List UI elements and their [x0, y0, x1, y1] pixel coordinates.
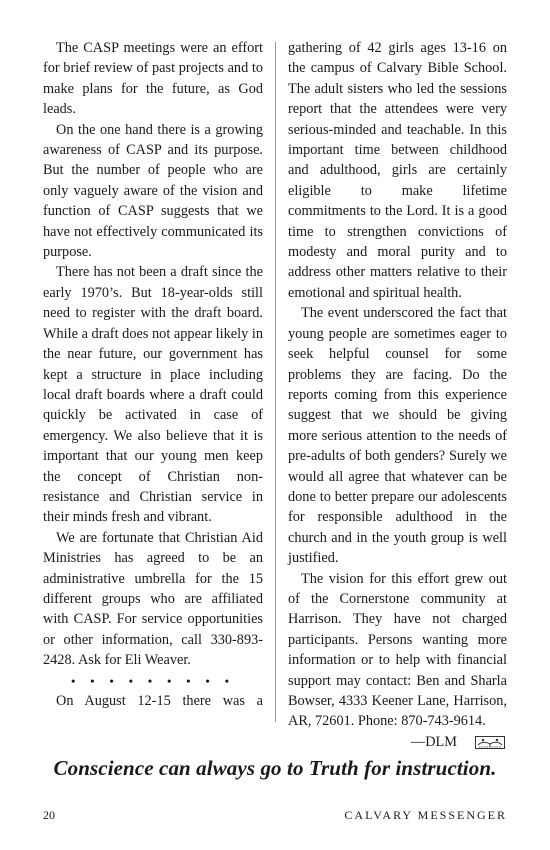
publication-title: CALVARY MESSENGER — [344, 808, 507, 822]
paragraph-christian-aid: We are fortunate that Christian Aid Ministries has agreed to be an administrative umbrella for the 15 different groups who are affiliated with CASP. For service opportunities or other information, call 330-893-2428. Ask for Eli Weaver. — [43, 529, 263, 669]
author-signoff: —DLM — [410, 733, 457, 750]
paragraph-august-gathering-continued: gathering of 42 girls ages 13-16 on the campus of Calvary Bible School. The adult sisters who led the sessions report that the attendees were very serious-minded and teachable. In this important time between childhood and adulthood, girls are certainly eligible to make lifetime commitments to the Lord. It is a good time to strengthen convictions of modesty and moral purity and to address other matters relative to their emotional and spiritual health. — [288, 40, 507, 301]
left-column — [43, 38, 263, 711]
paragraph-draft: There has not been a draft since the early 1970’s. But 18-year-olds still need to register with the draft board. While a draft does not appear likely in the near future, our government has kept a structure in place including local draft boards where a draft could quickly be activated in case of emergency. We also believe that it is important that our young men keep the concept of Christian non-resistance and Christian service in their minds fresh and vibrant. — [43, 264, 263, 526]
section-separator: • • • • • • • • • — [71, 673, 235, 688]
signoff-line — [288, 732, 507, 752]
motto-quote: Conscience can always go to Truth for instruction. — [53, 756, 497, 780]
paragraph-casp-meetings: The CASP meetings were an effort for brief review of past projects and to make plans for the future, as God leads. — [43, 40, 263, 118]
column-divider — [275, 42, 276, 722]
paragraph-event-underscored: The event underscored the fact that young people are sometimes eager to seek helpful counsel for some problems they are facing. Do the reports coming from this experience suggest that we should be giving more serious attention to the needs of pre-adults of both genders? Surely we would all agree that whatever can be done to better prepare our adolescents for responsible adulthood in the church and in the youth group is well justified. — [288, 305, 507, 567]
paragraph-august-gathering-start: On August 12-15 there was a — [56, 692, 263, 709]
right-column — [288, 38, 507, 752]
page-number: 20 — [43, 808, 55, 822]
book-ornament-icon — [475, 736, 505, 749]
paragraph-vision-cornerstone: The vision for this effort grew out of the Cornerstone community at Harrison. They have not charged participants. Persons wanting more information or to help with financial support may contact: Ben and Sharla Bowser, 4333 Keener Lane, Harrison, AR, 72601. Phone: 870-743-9614. — [288, 570, 507, 730]
paragraph-casp-awareness: On the one hand there is a growing awareness of CASP and its purpose. But the number of people who are only vaguely aware of the vision and function of CASP suggests that we have not effectively communicated its purpose. — [43, 121, 263, 261]
